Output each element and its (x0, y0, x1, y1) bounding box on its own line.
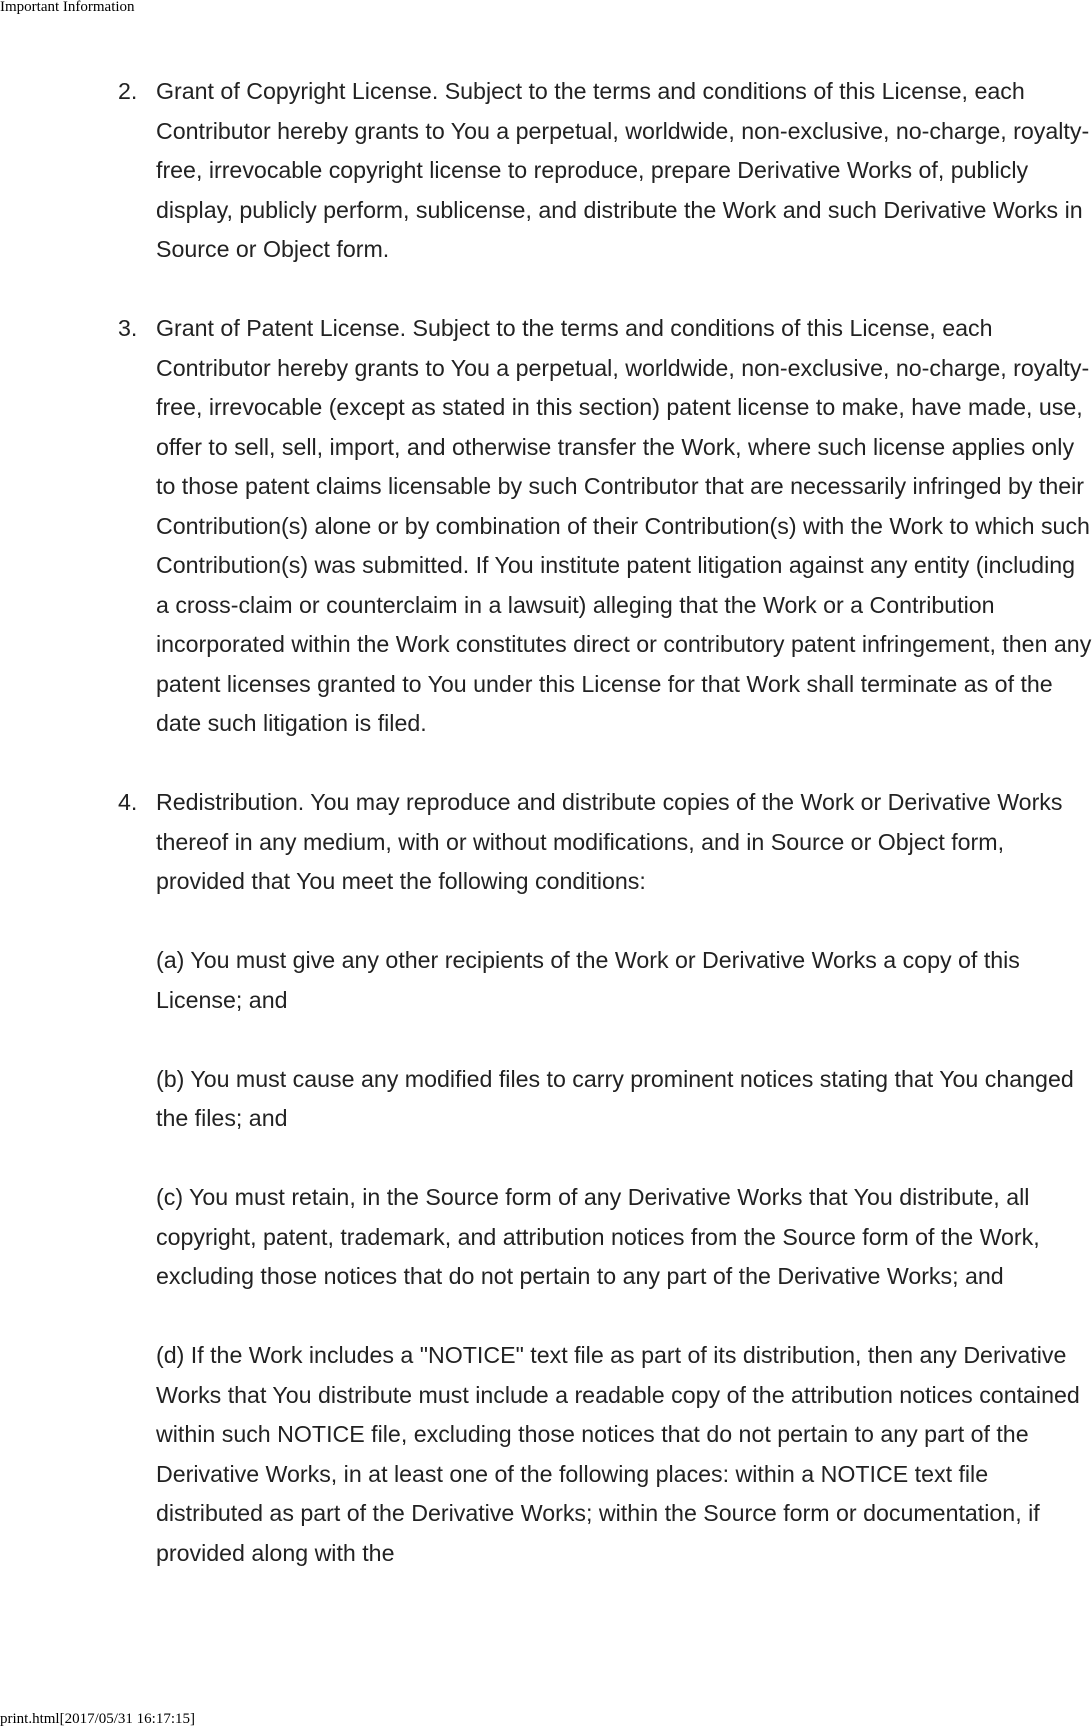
item-number: 2. (118, 78, 138, 104)
item-number: 3. (118, 315, 138, 341)
item-text: Grant of Copyright License. Subject to the terms and conditions of this License, each Contributor hereby grants to You a perpetual, worldwide, non-exclusive, no-charge, royalty-free, irrevocable copyright license to reproduce, prepare Derivative Works of, publicly display, publicly perform, sublicense, and distribute the Work and such Derivative Works in Source or Object form. (156, 78, 1090, 262)
subitem-d: (d) If the Work includes a "NOTICE" text file as part of its distribution, then any Derivative Works that You distribute must include a readable copy of the attribution notices contained within such NOTICE file, excluding those notices that do not pertain to any part of the Derivative Works, in at least one of the following places: within a NOTICE text file distributed as part of the Derivative Works; within the Source form or documentation, if provided along with the (156, 1342, 1080, 1566)
subitem-b: (b) You must cause any modified files to carry prominent notices stating that You changed the files; and (156, 1065, 1074, 1131)
license-item-2 (118, 72, 1092, 270)
subitem-a: (a) You must give any other recipients of the Work or Derivative Works a copy of this License; and (156, 947, 1020, 1013)
item-text: Redistribution. You may reproduce and distribute copies of the Work or Derivative Works thereof in any medium, with or without modifications, and in Source or Object form, provided that You meet the following conditions: (156, 789, 1063, 894)
item-number: 4. (118, 789, 138, 815)
license-item-3 (118, 309, 1092, 744)
license-item-4 (118, 783, 1092, 1573)
page-footer: print.html[2017/05/31 16:17:15] (0, 1711, 195, 1727)
subitem-c: (c) You must retain, in the Source form of any Derivative Works that You distribute, all copyright, patent, trademark, and attribution notices from the Source form of the Work, excluding those notices that do not pertain to any part of the Derivative Works; and (156, 1184, 1040, 1289)
item-text: Grant of Patent License. Subject to the terms and conditions of this License, each Contributor hereby grants to You a perpetual, worldwide, non-exclusive, no-charge, royalty-free, irrevocable (except as stated in this section) patent license to make, have made, use, offer to sell, sell, import, and otherwise transfer the Work, where such license applies only to those patent claims licensable by such Contributor that are necessarily infringed by their Contribution(s) alone or by combination of their Contribution(s) with the Work to which such Contribution(s) was submitted. If You institute patent litigation against any entity (including a cross-claim or counterclaim in a lawsuit) alleging that the Work or a Contribution incorporated within the Work constitutes direct or contributory patent infringement, then any patent licenses granted to You under this License for that Work shall terminate as of the date such litigation is filed. (156, 315, 1092, 736)
page-header: Important Information (0, 0, 135, 15)
license-content (118, 72, 1092, 1613)
